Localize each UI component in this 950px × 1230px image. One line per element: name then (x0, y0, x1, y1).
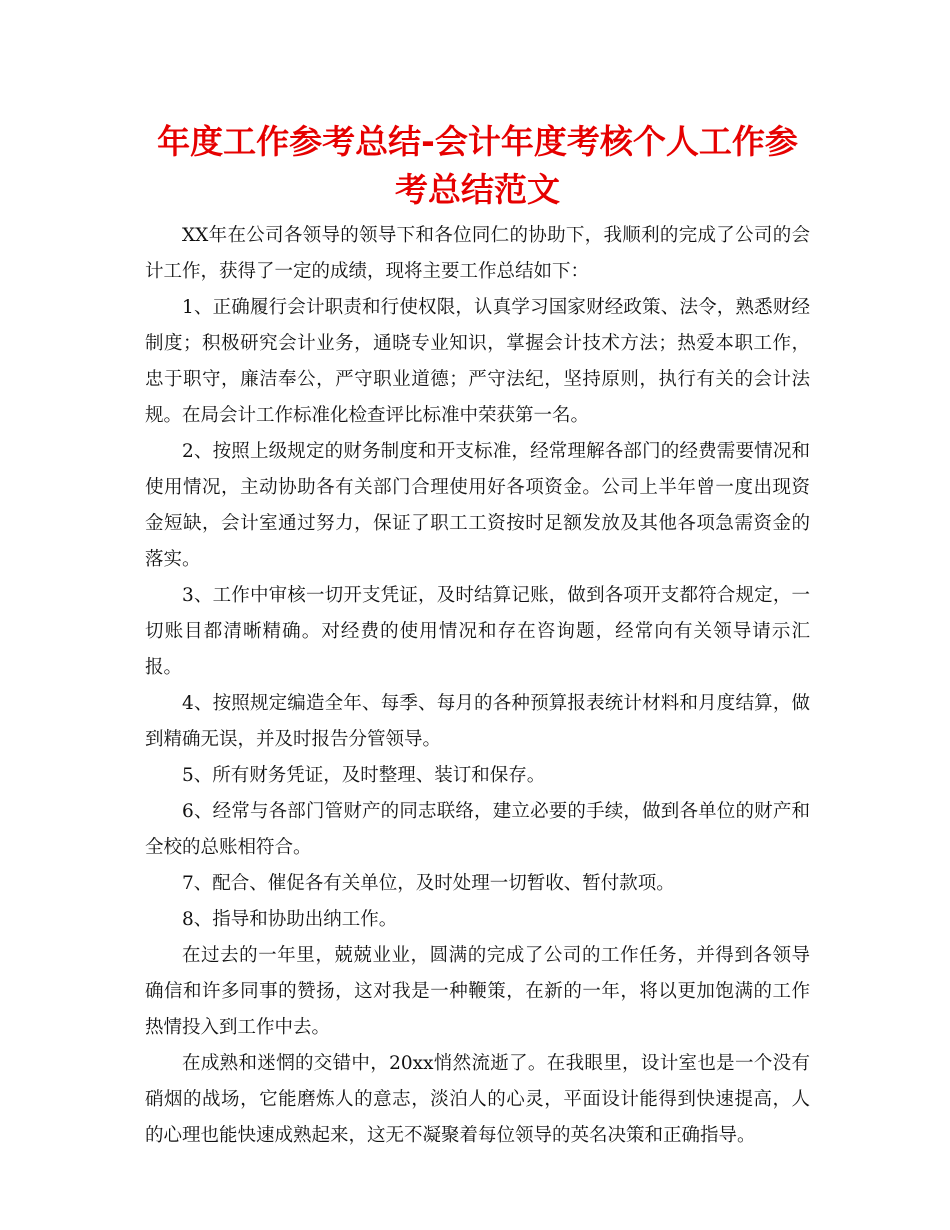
document-page (145, 118, 810, 1154)
document-body (145, 218, 810, 1154)
paragraph-item-2: 2、按照上级规定的财务制度和开支标准，经常理解各部门的经费需要情况和使用情况，主动协助各有关部门合理使用好各项资金。公司上半年曾一度出现资金短缺，会计室通过努力，保证了职工工资按时足额发放及其他各项急需资金的落实。 (145, 441, 810, 570)
paragraph-item-6: 6、经常与各部门管财产的同志联络，建立必要的手续，做到各单位的财产和全校的总账相符合。 (145, 801, 810, 858)
paragraph-item-5: 5、所有财务凭证，及时整理、装订和保存。 (182, 765, 546, 786)
paragraph-item-4: 4、按照规定编造全年、每季、每月的各种预算报表统计材料和月度结算，做到精确无误，并及时报告分管领导。 (145, 693, 810, 750)
paragraph-closing: 在成熟和迷惘的交错中，20xx悄然流逝了。在我眼里，设计室也是一个没有硝烟的战场，它能磨炼人的意志，淡泊人的心灵，平面设计能得到快速提高，人的心理也能快速成熟起来，这无不凝聚着每位领导的英名决策和正确指导。 (145, 1053, 810, 1146)
paragraph-reflection: 在过去的一年里，兢兢业业，圆满的完成了公司的工作任务，并得到各领导确信和许多同事的赞扬，这对我是一种鞭策，在新的一年，将以更加饱满的工作热情投入到工作中去。 (145, 945, 810, 1038)
paragraph-item-7: 7、配合、催促各有关单位，及时处理一切暂收、暂付款项。 (182, 873, 675, 894)
paragraph-item-8: 8、指导和协助出纳工作。 (182, 909, 398, 930)
paragraph-intro: XX年在公司各领导的领导下和各位同仁的协助下，我顺利的完成了公司的会计工作，获得了一定的成绩，现将主要工作总结如下： (145, 225, 810, 282)
paragraph-item-1: 1、正确履行会计职责和行使权限，认真学习国家财经政策、法令，熟悉财经制度；积极研究会计业务，通晓专业知识，掌握会计技术方法；热爱本职工作，忠于职守，廉洁奉公，严守职业道德；严守法纪，坚持原则，执行有关的会计法规。在局会计工作标准化检查评比标准中荣获第一名。 (145, 297, 810, 426)
document-title: 年度工作参考总结-会计年度考核个人工作参考总结范文 (157, 122, 798, 209)
paragraph-item-3: 3、工作中审核一切开支凭证，及时结算记账，做到各项开支都符合规定，一切账目都清晰精确。对经费的使用情况和存在咨询题，经常向有关领导请示汇报。 (145, 585, 810, 678)
